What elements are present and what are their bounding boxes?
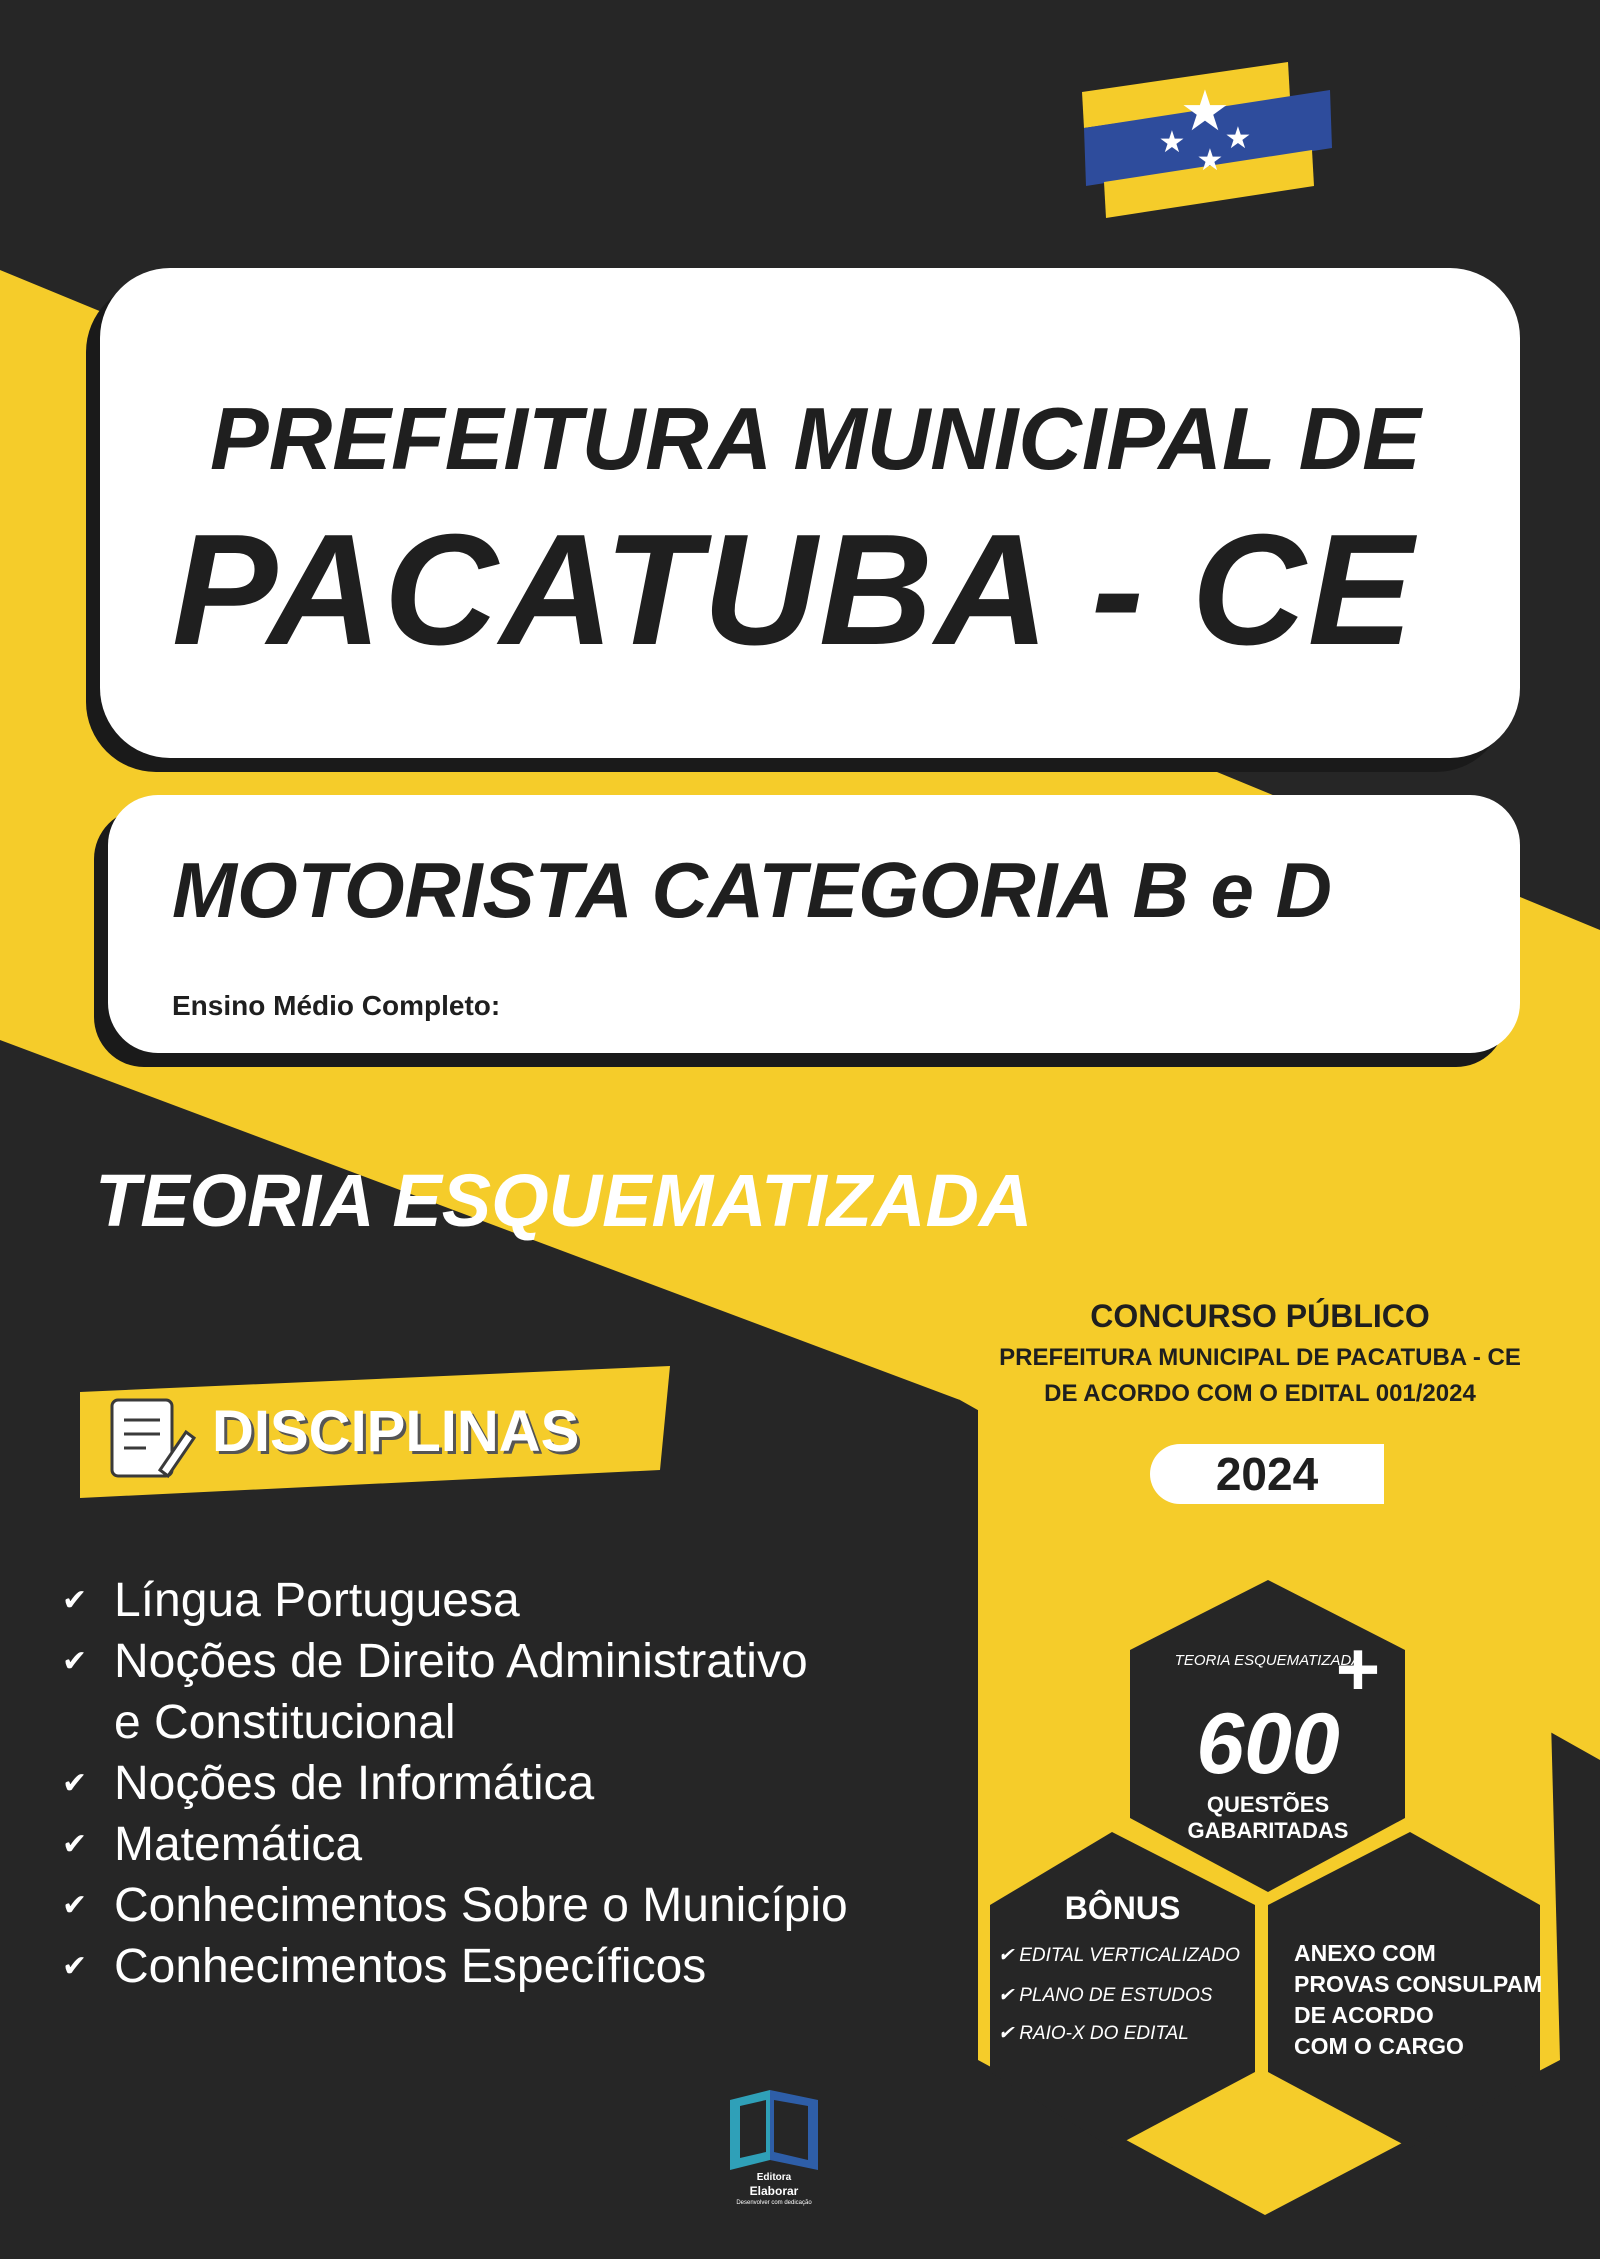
role-title: MOTORISTA CATEGORIA B e D — [172, 846, 1332, 934]
check-icon: ✔ — [998, 1985, 1020, 2006]
title-line1: PREFEITURA MUNICIPAL DE — [210, 389, 1421, 488]
check-icon: ✔ — [62, 1584, 88, 1617]
list-item: ✔ Noções de Direito Administrativo — [62, 1631, 848, 1692]
check-icon: ✔ — [62, 1767, 88, 1800]
questoes-small-label: TEORIA ESQUEMATIZADA — [1174, 1652, 1362, 1669]
check-icon: ✔ — [62, 1645, 88, 1678]
year-badge: 2024 — [1150, 1444, 1384, 1504]
svg-text:★: ★ — [1196, 144, 1224, 177]
check-icon: ✔ — [62, 1889, 88, 1922]
publisher-name: Elaborar — [749, 2184, 799, 2198]
bonus-item: ✔ RAIO-X DO EDITAL — [998, 2023, 1189, 2044]
svg-text:★: ★ — [1158, 126, 1186, 159]
list-item: ✔ Matemática — [62, 1814, 848, 1875]
questoes-label-1: QUESTÕES — [1206, 1792, 1330, 1817]
method-title: TEORIA ESQUEMATIZADA — [95, 1159, 1033, 1242]
check-icon: ✔ — [62, 1828, 88, 1861]
check-icon: ✔ — [998, 2023, 1020, 2044]
publisher-tagline: Desenvolver com dedicação — [736, 2200, 812, 2206]
concurso-line2: DE ACORDO COM O EDITAL 001/2024 — [1044, 1380, 1476, 1407]
list-item: ✔ Conhecimentos Específicos — [62, 1936, 848, 1997]
questoes-label-2: GABARITADAS — [1187, 1818, 1349, 1843]
disciplinas-label: DISCIPLINAS — [212, 1399, 580, 1464]
title-line2: PACATUBA - CE — [172, 502, 1416, 678]
publisher-line1: Editora — [756, 2172, 792, 2183]
list-item: ✔ Língua Portuguesa — [62, 1570, 848, 1631]
svg-text:★: ★ — [1224, 122, 1252, 155]
disciplinas-list — [62, 1570, 848, 1997]
role-subtitle: Ensino Médio Completo: — [172, 990, 501, 1021]
bonus-item: ✔ PLANO DE ESTUDOS — [998, 1985, 1213, 2006]
list-item: ✔ Noções de Informática — [62, 1753, 848, 1814]
svg-text:★: ★ — [1179, 79, 1231, 142]
check-icon: ✔ — [998, 1945, 1020, 1966]
plus-icon: + — [1335, 1627, 1381, 1712]
bonus-title: BÔNUS — [1064, 1890, 1181, 1926]
book-logo-icon — [730, 2090, 818, 2170]
list-item: e Constitucional — [114, 1696, 456, 1749]
check-icon: ✔ — [62, 1950, 88, 1983]
flag-emblem-icon — [1082, 62, 1332, 218]
questoes-count: 600 — [1196, 1696, 1340, 1792]
concurso-line1: PREFEITURA MUNICIPAL DE PACATUBA - CE — [999, 1344, 1521, 1371]
concurso-title: CONCURSO PÚBLICO — [1090, 1298, 1430, 1334]
list-item: ✔ Conhecimentos Sobre o Município — [62, 1875, 848, 1936]
bonus-item: ✔ EDITAL VERTICALIZADO — [998, 1945, 1240, 1966]
anexo-text: ANEXO COM PROVAS CONSULPAM DE ACORDO COM O CARGO — [1294, 1940, 1543, 2059]
